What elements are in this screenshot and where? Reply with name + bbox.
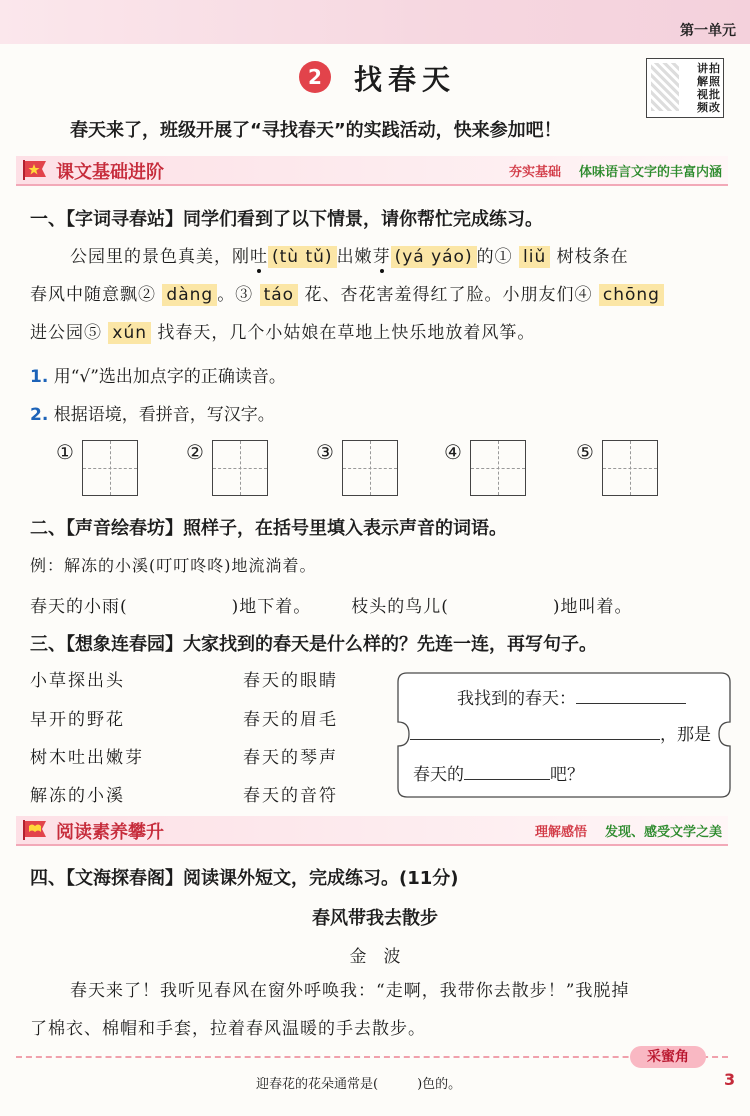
text: 找春天，几个小姑娘在草地上快乐地放着风筝。 (151, 323, 536, 343)
writing-box[interactable] (444, 440, 554, 496)
q1-sub-2 (30, 400, 275, 425)
section-basic (16, 156, 728, 186)
q2-heading: 二、【声音绘春坊】照样子，在括号里填入表示声音的词语。 (30, 518, 507, 539)
match-right-item[interactable]: 春天的琴声 (243, 748, 338, 768)
match-left-item[interactable]: 早开的野花 (30, 710, 125, 730)
article-author: 金 波 (349, 947, 401, 967)
match-left-item[interactable]: 解冻的小溪 (30, 786, 125, 806)
page-number: 3 (724, 1070, 736, 1089)
dotted-char: 吐 (250, 247, 268, 267)
photo-label: 拍照批改 (709, 62, 720, 114)
section-tags (535, 821, 722, 840)
dotted-char: 芽 (372, 247, 391, 267)
writing-box[interactable] (576, 440, 686, 496)
tian-grid[interactable] (470, 440, 526, 496)
text: 出嫩 (336, 247, 373, 267)
q2-lines (30, 592, 730, 617)
box-number: ② (186, 440, 204, 464)
article-title: 春风带我去散步 (312, 908, 438, 929)
sub-text: 根据语境，看拼音，写汉字。 (53, 405, 275, 425)
q4-heading: 四、【文海探春阁】阅读课外短文，完成练习。(11分) (30, 868, 459, 889)
star-flag-icon (22, 158, 48, 182)
text: 春天的小雨( (30, 597, 128, 617)
answer-blank[interactable] (576, 703, 686, 704)
video-qr-box[interactable] (646, 58, 724, 118)
section-tag-2: 发现、感受文学之美 (604, 825, 722, 840)
text: )地下着。 (231, 597, 312, 617)
text: 进公园⑤ (30, 323, 109, 343)
match-left-item[interactable]: 小草探出头 (30, 671, 125, 691)
card-line-3 (413, 760, 584, 785)
footer-question: 迎春花的花朵通常是( )色的。 (256, 1077, 462, 1092)
article-body-2: 了棉衣、棉帽和手套，拉着春风温暖的手去散步。 (30, 1019, 426, 1039)
section-tag-2: 体味语言文字的丰富内涵 (578, 165, 722, 180)
sub-number: 2. (30, 405, 49, 425)
header-band (0, 0, 750, 44)
box-number: ③ (316, 440, 334, 464)
section-title: 课文基础进阶 (56, 162, 164, 183)
pinyin: dàng (162, 284, 217, 306)
q1-heading: 一、【字词寻春站】同学们看到了以下情景，请你帮忙完成练习。 (30, 209, 543, 230)
q1-paragraph-1 (70, 238, 720, 276)
tian-grid[interactable] (342, 440, 398, 496)
answer-blank[interactable] (464, 779, 550, 780)
text: ，那是 (660, 725, 711, 745)
box-number: ④ (444, 440, 462, 464)
text: 树枝条在 (550, 247, 629, 267)
sub-text: 用“√”选出加点字的正确读音。 (53, 367, 286, 387)
box-number: ⑤ (576, 440, 594, 464)
section-tags (509, 161, 722, 180)
q2-example: 例：解冻的小溪(叮叮咚咚)地流淌着。 (30, 556, 317, 575)
text: 我找到的春天： (457, 689, 576, 709)
unit-label: 第一单元 (680, 23, 736, 39)
text: 花、杏花害羞得红了脸。小朋友们④ (298, 285, 599, 305)
match-left-item[interactable]: 树木吐出嫩芽 (30, 748, 144, 768)
writing-boxes (56, 440, 696, 496)
text: )地叫着。 (552, 597, 633, 617)
pinyin: liǔ (519, 246, 550, 268)
section-title: 阅读素养攀升 (56, 822, 164, 843)
tian-grid[interactable] (82, 440, 138, 496)
text: 春风中随意飘② (30, 285, 163, 305)
match-right-item[interactable]: 春天的音符 (243, 786, 338, 806)
text: 。③ (217, 285, 260, 305)
box-number: ① (56, 440, 74, 464)
video-label: 讲解视频 (697, 62, 708, 114)
lesson-number: 2 (299, 61, 331, 93)
pinyin: chōng (599, 284, 664, 306)
tian-grid[interactable] (602, 440, 658, 496)
card-line-2 (410, 720, 711, 745)
text: 公园里的景色真美，刚 (70, 247, 250, 267)
q1-paragraph-3 (30, 314, 730, 352)
pinyin: xún (108, 322, 151, 344)
article-body-1: 春天来了！我听见春风在窗外呼唤我：“走啊，我带你去散步！”我脱掉 (70, 981, 630, 1001)
book-flag-icon (22, 818, 48, 842)
q1-paragraph-2 (30, 276, 730, 314)
q3-heading: 三、【想象连春园】大家找到的春天是什么样的？先连一连，再写句子。 (30, 634, 597, 655)
lesson-title: 找春天 (354, 63, 457, 96)
text: 吧？ (550, 765, 584, 785)
answer-blank[interactable] (410, 739, 660, 740)
writing-box[interactable] (186, 440, 296, 496)
corner-tag: 采蜜角 (630, 1046, 706, 1068)
section-tag-1: 理解感悟 (534, 825, 587, 840)
q1-sub-1 (30, 362, 286, 387)
pinyin-option[interactable]: (tù tǔ) (268, 246, 337, 268)
text: 枝头的鸟儿( (351, 597, 449, 617)
text: 春天的 (413, 765, 464, 785)
qr-code-icon (651, 63, 679, 111)
tian-grid[interactable] (212, 440, 268, 496)
text: 的① (476, 247, 519, 267)
match-right-item[interactable]: 春天的眉毛 (243, 710, 338, 730)
pinyin: táo (260, 284, 298, 306)
sub-number: 1. (30, 367, 49, 387)
writing-box[interactable] (56, 440, 166, 496)
footer-divider (16, 1056, 728, 1058)
card-line-1 (457, 684, 686, 709)
pinyin-option[interactable]: (yá yáo) (391, 246, 477, 268)
section-reading (16, 816, 728, 846)
intro-text: 春天来了，班级开展了“寻找春天”的实践活动，快来参加吧！ (70, 120, 562, 141)
writing-box[interactable] (316, 440, 426, 496)
section-tag-1: 夯实基础 (508, 165, 561, 180)
match-right-item[interactable]: 春天的眼睛 (243, 671, 338, 691)
